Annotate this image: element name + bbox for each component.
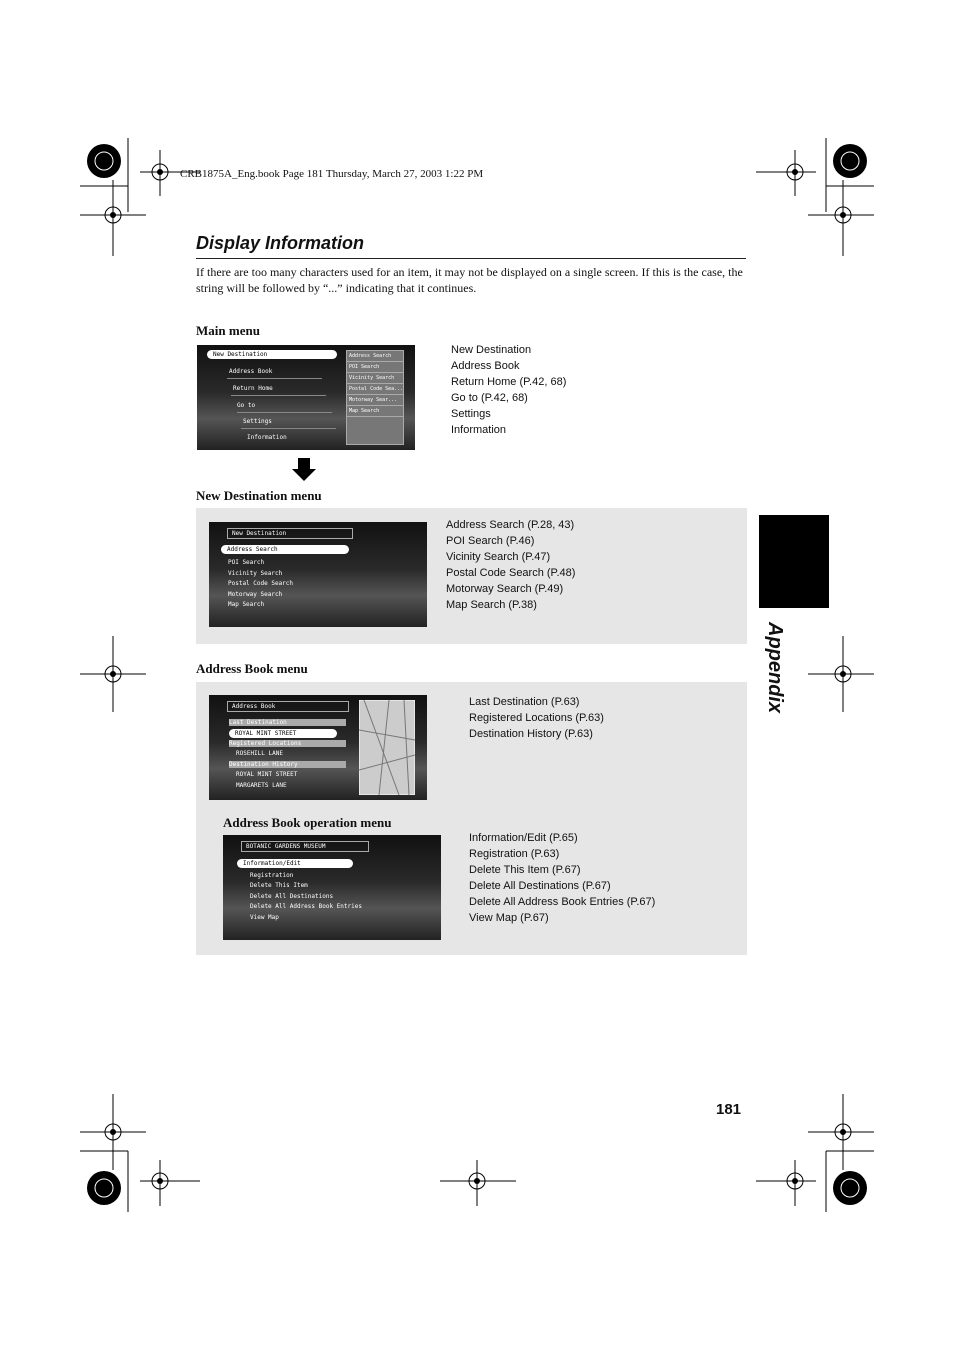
address-book-op-list	[469, 830, 655, 926]
screen-item: Go to	[237, 402, 256, 409]
screen-item: Settings	[243, 418, 272, 425]
screen-item: Last Destination	[229, 719, 346, 726]
intro-paragraph: If there are too many characters used for an item, it may not be displayed on a single screen. If this is the case, the string will be followed by “...” indicating that it continues.	[196, 265, 743, 295]
list-item: Delete All Address Book Entries (P.67)	[469, 896, 656, 908]
screen-item: Delete This Item	[250, 882, 308, 889]
screen-item: New Destination	[207, 350, 337, 359]
list-item: Information	[451, 424, 507, 436]
list-item: Destination History (P.63)	[469, 728, 593, 740]
screen-item: Information	[247, 434, 287, 441]
screen-item: Motorway Search	[228, 591, 283, 598]
address-book-list	[469, 694, 604, 742]
side-tab-label	[752, 622, 792, 712]
list-item: Registered Locations (P.63)	[469, 712, 604, 724]
screen-sub-item: Postal Code Sea...	[347, 384, 403, 395]
screen-sub-item: Vicinity Search	[347, 373, 403, 384]
list-item: Address Search (P.28, 43)	[446, 519, 575, 531]
screen-item: Address Search	[221, 545, 349, 554]
list-item: Address Book	[451, 360, 520, 372]
screen-sub-item: Map Search	[347, 406, 403, 417]
screen-item: POI Search	[228, 559, 265, 566]
screen-item: Delete All Destinations	[250, 893, 334, 900]
list-item: Delete All Destinations (P.67)	[469, 880, 611, 892]
side-tab-block	[759, 515, 829, 608]
list-item: POI Search (P.46)	[446, 535, 535, 547]
page-title: Display Information	[196, 233, 365, 253]
screen-sub-item: Address Search	[347, 351, 403, 362]
screen-item: Address Book	[229, 368, 273, 375]
screen-item: Destination History	[229, 761, 346, 768]
screen-item: ROYAL MINT STREET	[236, 771, 298, 778]
map-thumbnail	[359, 700, 415, 795]
screen-title: New Destination	[227, 528, 353, 539]
screen-item: Delete All Address Book Entries	[250, 903, 362, 910]
list-item: Motorway Search (P.49)	[446, 583, 564, 595]
list-item: Map Search (P.38)	[446, 599, 537, 611]
screen-item: Registration	[250, 872, 294, 879]
screen-title: BOTANIC GARDENS MUSEUM	[241, 841, 369, 852]
screen-item: Return Home	[233, 385, 273, 392]
list-item: Registration (P.63)	[469, 848, 560, 860]
main-menu-heading: Main menu	[196, 323, 260, 338]
screen-item: Postal Code Search	[228, 580, 294, 587]
screen-item: View Map	[250, 914, 279, 921]
screen-item: Information/Edit	[237, 859, 353, 868]
address-book-screenshot	[209, 695, 427, 800]
new-destination-screenshot	[209, 522, 427, 627]
screen-title: Address Book	[227, 701, 349, 712]
address-book-op-screenshot	[223, 835, 441, 940]
new-destination-list	[446, 517, 575, 613]
print-header: CRB1875A_Eng.book Page 181 Thursday, March 27, 2003 1:22 PM	[180, 168, 484, 180]
arrow-down-icon	[292, 458, 316, 482]
list-item: Last Destination (P.63)	[469, 696, 580, 708]
screen-sub-item: Motorway Sear...	[347, 395, 403, 406]
side-tab-text: Appendix	[764, 622, 786, 714]
title-rule	[196, 258, 746, 259]
list-item: Settings	[451, 408, 491, 420]
main-menu-screenshot	[197, 345, 415, 450]
list-item: New Destination	[451, 344, 532, 356]
list-item: Return Home (P.42, 68)	[451, 376, 567, 388]
screen-item: Vicinity Search	[228, 570, 283, 577]
list-item: Postal Code Search (P.48)	[446, 567, 576, 579]
address-book-heading: Address Book menu	[196, 661, 308, 676]
address-book-op-heading: Address Book operation menu	[223, 815, 392, 830]
list-item: Vicinity Search (P.47)	[446, 551, 551, 563]
screen-item: MARGARETS LANE	[236, 782, 287, 789]
list-item: View Map (P.67)	[469, 912, 549, 924]
list-item: Delete This Item (P.67)	[469, 864, 581, 876]
main-menu-list	[451, 342, 566, 438]
screen-sub-item: POI Search	[347, 362, 403, 373]
screen-item: ROYAL MINT STREET	[229, 729, 337, 738]
new-destination-heading: New Destination menu	[196, 488, 322, 503]
list-item: Information/Edit (P.65)	[469, 832, 578, 844]
list-item: Go to (P.42, 68)	[451, 392, 528, 404]
screen-item: ROSEHILL LANE	[236, 750, 283, 757]
screen-item: Registered Locations	[229, 740, 346, 747]
page-number: 181	[716, 1101, 742, 1118]
screen-item: Map Search	[228, 601, 265, 608]
